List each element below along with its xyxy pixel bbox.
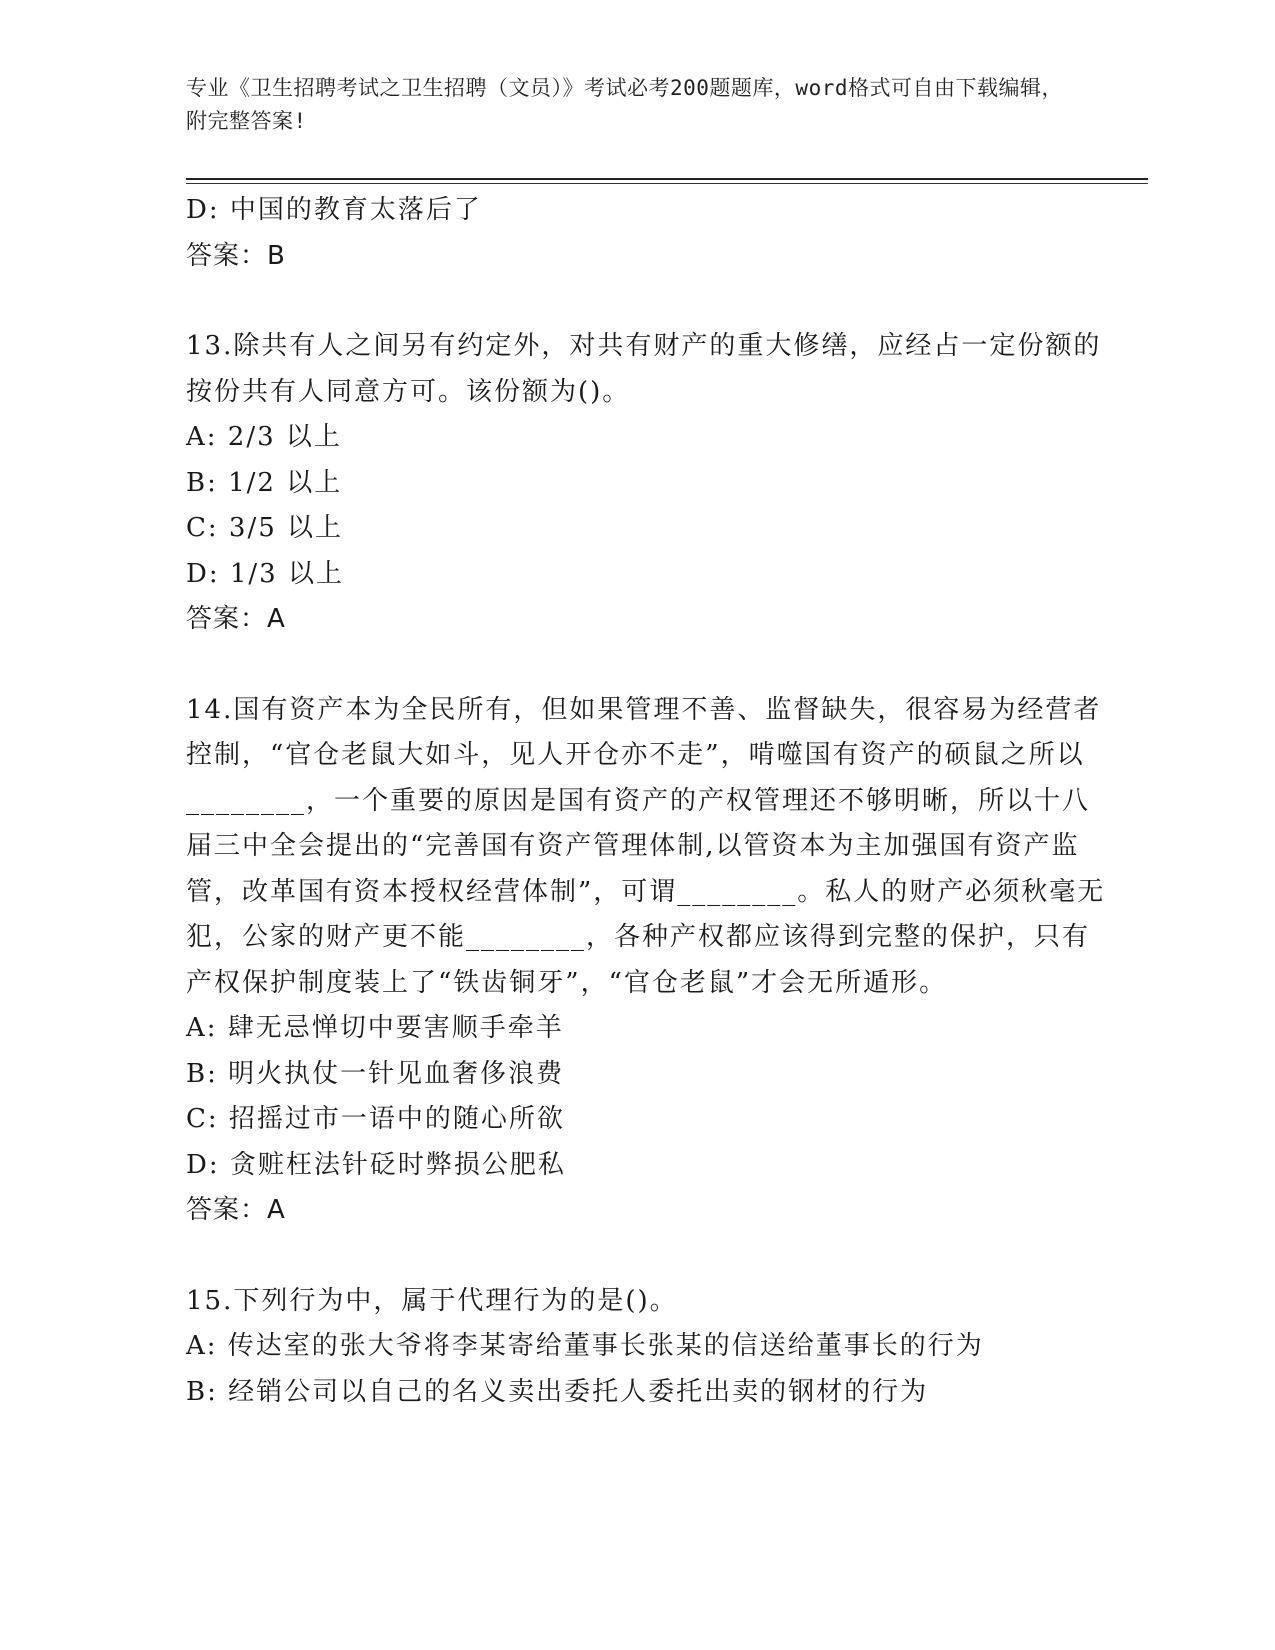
question-14-answer: 答案：A [186,1195,286,1225]
question-15-option-b: B: 经销公司以自己的名义卖出委托人委托出卖的钢材的行为 [186,1376,929,1407]
question-13-option-c: C: 3/5 以上 [186,513,344,543]
question-15-stem: 15.下列行为中，属于代理行为的是()。 [186,1285,678,1316]
header-rule-thin [186,183,1148,184]
question-14-stem: 14.国有资产本为全民所有，但如果管理不善、监督缺失，很容易为经营者控制，“官仓老鼠大如斗，见人开仓亦不走”，啃噬国有资产的硕鼠之所以________，一个重要的原因是国有资产的产权管理还不够明晰，所以十八届三中全会提出的“完善国有资产管理体制,以管资本为主加强国有资产监管，改革国有资本授权经营体制”，可谓________。私人的财产必须秋毫无犯，公家的财产更不能________，各种产权都应该得到完整的保护，只有产权保护制度装上了“铁齿铜牙”，“官仓老鼠”才会无所遁形。 [186,694,1106,998]
question-14-option-b: B: 明火执仗一针见血奢侈浪费 [186,1058,565,1089]
question-14-option-a: A: 肆无忌惮切中要害顺手牵羊 [186,1013,564,1043]
document-header: 专业《卫生招聘考试之卫生招聘（文员）》考试必考200题题库，word格式可自由下载编辑，附完整答案! [186,76,1063,133]
spacer [186,643,1106,688]
prev-answer: 答案：B [186,240,286,271]
spacer [186,1234,1106,1279]
question-13-answer: 答案：A [186,604,286,634]
prev-option-d: D: 中国的教育太落后了 [186,195,482,225]
document-body [186,188,1106,1415]
question-13-option-a: A: 2/3 以上 [186,422,342,452]
question-14-option-c: C: 招摇过市一语中的随心所欲 [186,1104,565,1134]
question-13-option-d: D: 1/3 以上 [186,558,344,589]
question-13-option-b: B: 1/2 以上 [186,467,343,498]
question-14-option-d: D: 贪赃枉法针砭时弊损公肥私 [186,1149,566,1180]
spacer [186,279,1106,324]
header-rule-thick [186,178,1148,180]
question-15-option-a: A: 传达室的张大爷将李某寄给董事长张某的信送给董事长的行为 [186,1331,984,1361]
question-13-stem: 13.除共有人之间另有约定外，对共有财产的重大修缮，应经占一定份额的按份共有人同意方可。该份额为()。 [186,331,1102,407]
